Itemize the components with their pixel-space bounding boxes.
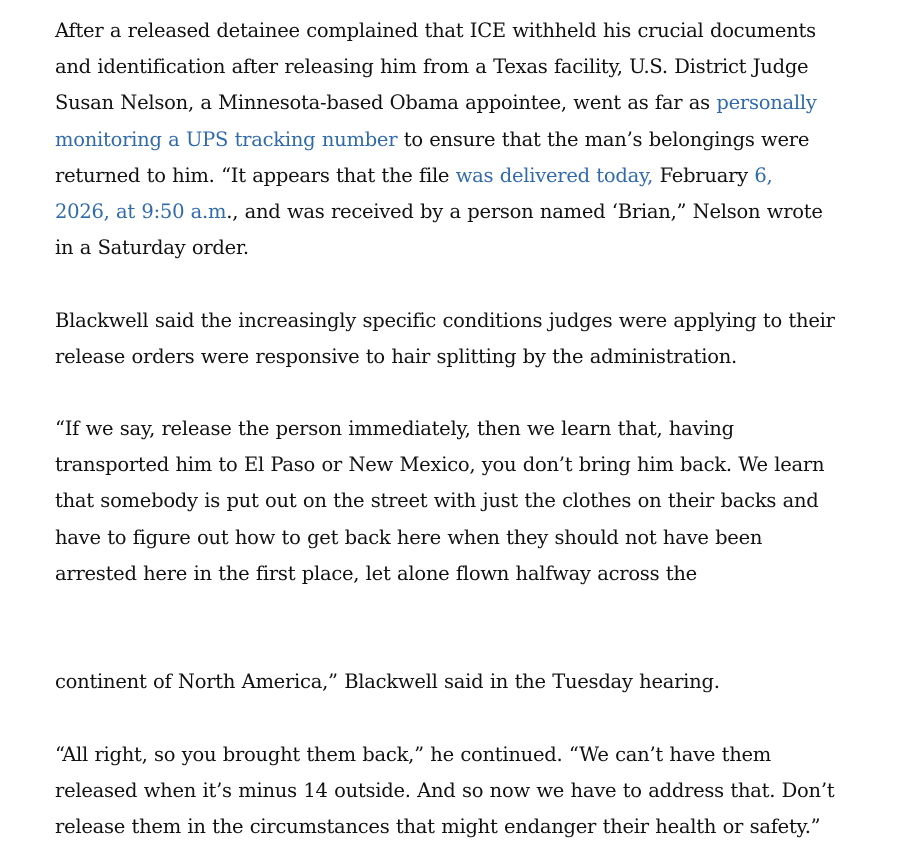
link-was-delivered-today[interactable]: was delivered today, [455, 163, 654, 187]
link-date-part-1[interactable]: 6, [754, 163, 773, 187]
article-body [55, 13, 865, 845]
text-line [55, 158, 865, 194]
paragraph-spacer [55, 266, 865, 302]
text-line: that somebody is put out on the street with just the clothes on their backs and [55, 489, 819, 513]
paragraph-judge-nelson [55, 13, 865, 266]
text-line: “If we say, release the person immediately, then we learn that, having [55, 417, 734, 441]
link-personally-monitoring[interactable]: personally [716, 91, 817, 115]
text-segment: February [653, 163, 755, 187]
paragraph-quote-continued [55, 664, 865, 700]
text-line: released when it’s minus 14 outside. And so now we have to address that. Don’t [55, 778, 835, 802]
text-segment: returned to him. “It appears that the file [55, 163, 456, 187]
paragraph-blackwell-conditions [55, 303, 865, 375]
text-line: Blackwell said the increasingly specific conditions judges were applying to their [55, 308, 835, 332]
text-line [55, 194, 865, 230]
text-line: transported him to El Paso or New Mexico, you don’t bring him back. We learn [55, 453, 825, 477]
text-line: have to figure out how to get back here when they should not have been [55, 525, 763, 549]
text-line [55, 122, 865, 158]
text-segment: ., and was received by a person named ‘Brian,” Nelson wrote [226, 199, 823, 223]
text-line: in a Saturday order. [55, 236, 249, 260]
text-line: release them in the circumstances that might endanger their health or safety.” [55, 815, 821, 839]
paragraph-blackwell-quote [55, 411, 865, 592]
paragraph-spacer [55, 592, 865, 664]
text-line: release orders were responsive to hair splitting by the administration. [55, 344, 737, 368]
paragraph-spacer [55, 375, 865, 411]
paragraph-spacer [55, 701, 865, 737]
text-segment: Susan Nelson, a Minnesota-based Obama appointee, went as far as [55, 91, 717, 115]
text-line: arrested here in the first place, let alone flown halfway across the [55, 561, 697, 585]
text-line [55, 85, 865, 121]
text-line: “All right, so you brought them back,” he continued. “We can’t have them [55, 742, 772, 766]
text-line: and identification after releasing him from a Texas facility, U.S. District Judge [55, 55, 809, 79]
link-ups-tracking-number[interactable]: monitoring a UPS tracking number [55, 127, 398, 151]
text-line: continent of North America,” Blackwell said in the Tuesday hearing. [55, 670, 720, 694]
text-line: After a released detainee complained that ICE withheld his crucial documents [55, 19, 816, 42]
text-segment: to ensure that the man’s belongings were [397, 127, 810, 151]
link-date-part-2[interactable]: 2026, at 9:50 a.m [55, 199, 227, 223]
paragraph-brought-back-quote [55, 737, 865, 845]
